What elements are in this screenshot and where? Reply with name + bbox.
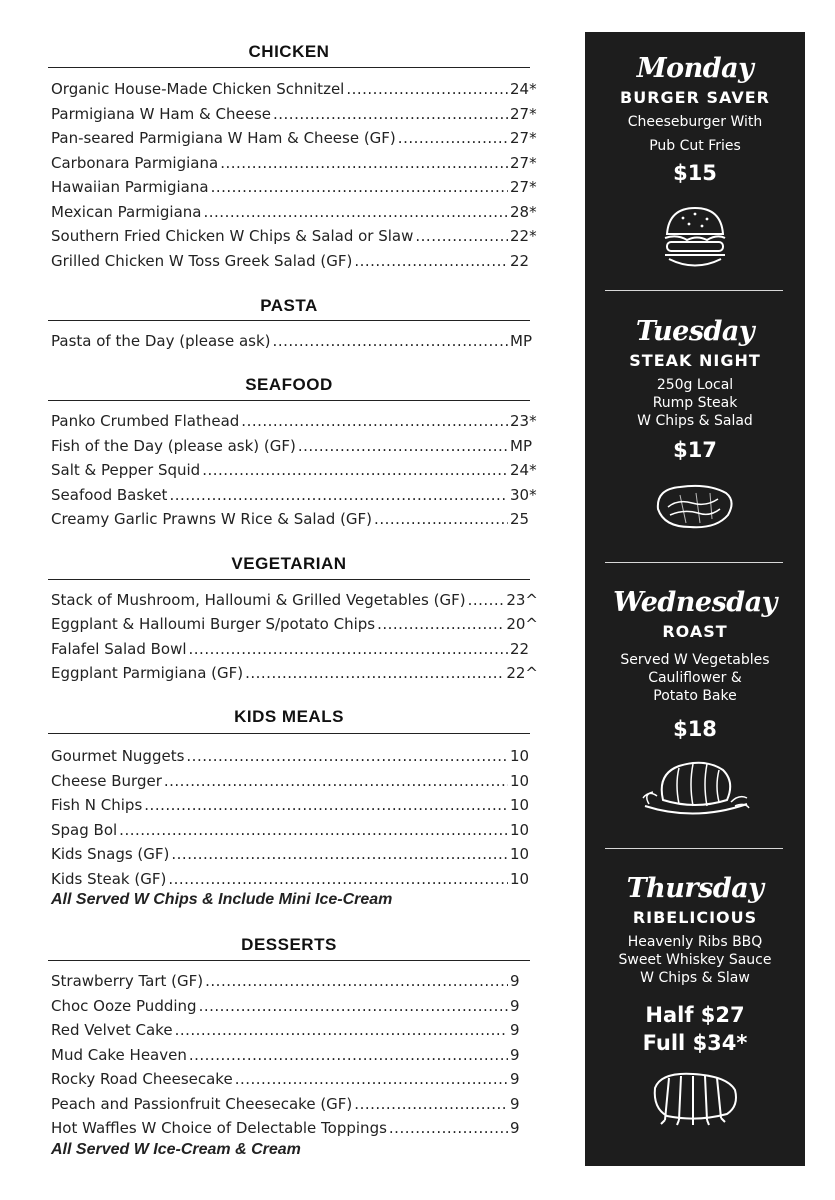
item-price: 27*	[510, 154, 537, 172]
item-price: 22	[510, 640, 530, 658]
leader-dots	[235, 1068, 508, 1090]
special-day: Tuesday	[635, 316, 755, 347]
item-price: 22^	[506, 664, 538, 682]
menu-item	[51, 435, 538, 457]
special-wednesday	[585, 588, 805, 743]
special-price: $15	[673, 161, 717, 185]
leader-dots	[169, 484, 508, 506]
section-rule	[48, 400, 530, 401]
section-rule	[48, 960, 530, 961]
item-price: 10	[510, 796, 530, 814]
special-description	[585, 113, 805, 155]
item-name: Pasta of the Day (please ask)	[51, 332, 271, 350]
item-name: Creamy Garlic Prawns W Rice & Salad (GF)	[51, 510, 373, 528]
item-name: Hawaiian Parmigiana	[51, 178, 209, 196]
item-name: Mud Cake Heaven	[51, 1046, 187, 1064]
special-divider	[605, 290, 783, 291]
menu-item	[51, 995, 538, 1017]
menu-item	[51, 638, 538, 660]
description-line: Rump Steak	[652, 395, 738, 411]
menu-item	[51, 201, 538, 223]
item-price: 9	[510, 1070, 520, 1088]
description-line: Heavenly Ribs BBQ	[627, 934, 763, 950]
section-title-chicken: CHICKEN	[248, 42, 330, 61]
item-price: 23^	[506, 591, 538, 609]
section-title-desserts: DESSERTS	[241, 935, 337, 954]
kids-meals-note: All Served W Chips & Include Mini Ice-Cream	[51, 891, 393, 908]
leader-dots	[245, 662, 504, 684]
item-name: Organic House-Made Chicken Schnitzel	[51, 80, 345, 98]
item-price: 23*	[510, 412, 537, 430]
item-name: Spag Bol	[51, 821, 118, 839]
item-price: 10	[510, 772, 530, 790]
special-title: STEAK NIGHT	[629, 351, 761, 370]
item-name: Panko Crumbed Flathead	[51, 412, 240, 430]
special-price-full: Full $34*	[642, 1031, 748, 1055]
leader-dots	[298, 435, 508, 457]
leader-dots	[389, 1117, 508, 1139]
item-name: Salt & Pepper Squid	[51, 461, 201, 479]
item-name: Strawberry Tart (GF)	[51, 972, 204, 990]
item-price: 20^	[506, 615, 538, 633]
special-description	[585, 651, 805, 705]
section-rule	[48, 579, 530, 580]
special-divider	[605, 848, 783, 849]
menu-item	[51, 1117, 538, 1139]
menu-item	[51, 970, 538, 992]
menu-item	[51, 1044, 538, 1066]
item-name: Falafel Salad Bowl	[51, 640, 187, 658]
item-price: 27*	[510, 105, 537, 123]
section-title-vegetarian: VEGETARIAN	[231, 554, 347, 573]
leader-dots	[205, 970, 508, 992]
item-name: Eggplant Parmigiana (GF)	[51, 664, 244, 682]
item-name: Mexican Parmigiana	[51, 203, 202, 221]
item-name: Seafood Basket	[51, 486, 168, 504]
item-name: Kids Steak (GF)	[51, 870, 167, 888]
description-line: Pub Cut Fries	[649, 138, 741, 154]
item-price: 9	[510, 1095, 520, 1113]
burger-icon	[585, 202, 805, 274]
special-divider	[605, 562, 783, 563]
leader-dots	[186, 745, 508, 767]
description-line: Cauliflower &	[648, 670, 742, 686]
section-rule	[48, 320, 530, 321]
leader-dots	[273, 330, 508, 352]
item-name: Hot Waffles W Choice of Delectable Toppings	[51, 1119, 387, 1137]
item-name: Fish N Chips	[51, 796, 143, 814]
description-line: W Chips & Salad	[637, 413, 753, 429]
leader-dots	[354, 250, 508, 272]
menu-item	[51, 78, 538, 100]
leader-dots	[241, 410, 508, 432]
item-name: Peach and Passionfruit Cheesecake (GF)	[51, 1095, 353, 1113]
menu-item	[51, 1093, 538, 1115]
leader-dots	[202, 459, 508, 481]
menu-item	[51, 508, 538, 530]
special-title: ROAST	[662, 622, 728, 641]
section-rule	[48, 67, 530, 68]
leader-dots	[220, 152, 508, 174]
item-price: 24*	[510, 80, 537, 98]
menu-item	[51, 410, 538, 432]
item-price: 9	[510, 997, 520, 1015]
special-price: $17	[673, 438, 717, 462]
leader-dots	[374, 508, 508, 530]
leader-dots	[398, 127, 508, 149]
special-day: Monday	[636, 53, 754, 84]
menu-item	[51, 1019, 538, 1041]
item-price: 10	[510, 845, 530, 863]
menu-item	[51, 794, 538, 816]
menu-item	[51, 459, 538, 481]
item-price: 25	[510, 510, 530, 528]
special-description	[585, 376, 805, 430]
description-line: Potato Bake	[653, 688, 737, 704]
special-price: $18	[673, 717, 717, 741]
item-price: 27*	[510, 178, 537, 196]
section-title-kids-meals: KIDS MEALS	[234, 707, 344, 726]
special-title: BURGER SAVER	[620, 88, 770, 107]
item-price: 10	[510, 747, 530, 765]
leader-dots	[164, 770, 508, 792]
menu-item	[51, 843, 538, 865]
menu-item	[51, 103, 538, 125]
item-name: Choc Ooze Pudding	[51, 997, 197, 1015]
item-name: Red Velvet Cake	[51, 1021, 173, 1039]
leader-dots	[204, 201, 509, 223]
item-price: MP	[510, 332, 532, 350]
menu-item	[51, 225, 538, 247]
menu-item	[51, 127, 538, 149]
special-description	[585, 933, 805, 987]
leader-dots	[199, 995, 508, 1017]
ribs-icon	[585, 1066, 805, 1126]
menu-item	[51, 589, 538, 611]
item-price: 9	[510, 1046, 520, 1064]
item-name: Grilled Chicken W Toss Greek Salad (GF)	[51, 252, 353, 270]
desserts-note: All Served W Ice-Cream & Cream	[51, 1141, 301, 1158]
specials-panel	[585, 32, 805, 1166]
special-title: RIBELICIOUS	[632, 908, 758, 927]
item-price: MP	[510, 437, 532, 455]
leader-dots	[171, 843, 508, 865]
leader-dots	[175, 1019, 508, 1041]
leader-dots	[189, 1044, 508, 1066]
item-price: 28*	[510, 203, 537, 221]
menu-item	[51, 1068, 538, 1090]
menu-item	[51, 176, 538, 198]
special-monday	[585, 54, 805, 187]
special-thursday	[585, 874, 805, 1057]
item-price: 9	[510, 1119, 520, 1137]
item-price: 10	[510, 821, 530, 839]
leader-dots	[168, 868, 508, 890]
section-title-pasta: PASTA	[260, 296, 318, 315]
item-name: Fish of the Day (please ask) (GF)	[51, 437, 296, 455]
item-price: 30*	[510, 486, 537, 504]
item-name: Kids Snags (GF)	[51, 845, 170, 863]
item-name: Stack of Mushroom, Halloumi & Grilled Vegetables (GF)	[51, 591, 466, 609]
leader-dots	[377, 613, 504, 635]
description-line: Served W Vegetables	[620, 652, 770, 668]
menu-item	[51, 330, 538, 352]
menu-item	[51, 868, 538, 890]
leader-dots	[211, 176, 508, 198]
item-price: 9	[510, 972, 520, 990]
item-price: 24*	[510, 461, 537, 479]
menu-item	[51, 613, 538, 635]
menu-item	[51, 484, 538, 506]
special-tuesday	[585, 317, 805, 464]
leader-dots	[189, 638, 508, 660]
menu-item	[51, 770, 538, 792]
item-price: 10	[510, 870, 530, 888]
leader-dots	[346, 78, 508, 100]
item-name: Gourmet Nuggets	[51, 747, 185, 765]
description-line: Sweet Whiskey Sauce	[618, 952, 772, 968]
item-name: Pan-seared Parmigiana W Ham & Cheese (GF)	[51, 129, 396, 147]
item-price: 27*	[510, 129, 537, 147]
section-title-seafood: SEAFOOD	[245, 375, 333, 394]
leader-dots	[144, 794, 508, 816]
menu-item	[51, 745, 538, 767]
item-name: Cheese Burger	[51, 772, 162, 790]
leader-dots	[415, 225, 508, 247]
description-line: 250g Local	[656, 377, 734, 393]
menu-item	[51, 250, 538, 272]
leader-dots	[468, 589, 505, 611]
section-rule	[48, 733, 530, 734]
special-day: Wednesday	[613, 587, 777, 618]
leader-dots	[273, 103, 508, 125]
item-name: Parmigiana W Ham & Cheese	[51, 105, 271, 123]
steak-icon	[585, 479, 805, 535]
description-line: Cheeseburger With	[627, 114, 763, 130]
item-price: 9	[510, 1021, 520, 1039]
item-price: 22*	[510, 227, 537, 245]
menu-item	[51, 819, 538, 841]
item-name: Southern Fried Chicken W Chips & Salad or Slaw	[51, 227, 414, 245]
leader-dots	[119, 819, 508, 841]
description-line: W Chips & Slaw	[640, 970, 750, 986]
item-name: Eggplant & Halloumi Burger S/potato Chips	[51, 615, 376, 633]
item-name: Carbonara Parmigiana	[51, 154, 219, 172]
leader-dots	[354, 1093, 508, 1115]
menu-item	[51, 662, 538, 684]
item-name: Rocky Road Cheesecake	[51, 1070, 233, 1088]
menu-item	[51, 152, 538, 174]
item-price: 22	[510, 252, 530, 270]
roast-icon	[585, 754, 805, 824]
special-day: Thursday	[626, 873, 764, 904]
special-price-half: Half $27	[645, 1003, 745, 1027]
